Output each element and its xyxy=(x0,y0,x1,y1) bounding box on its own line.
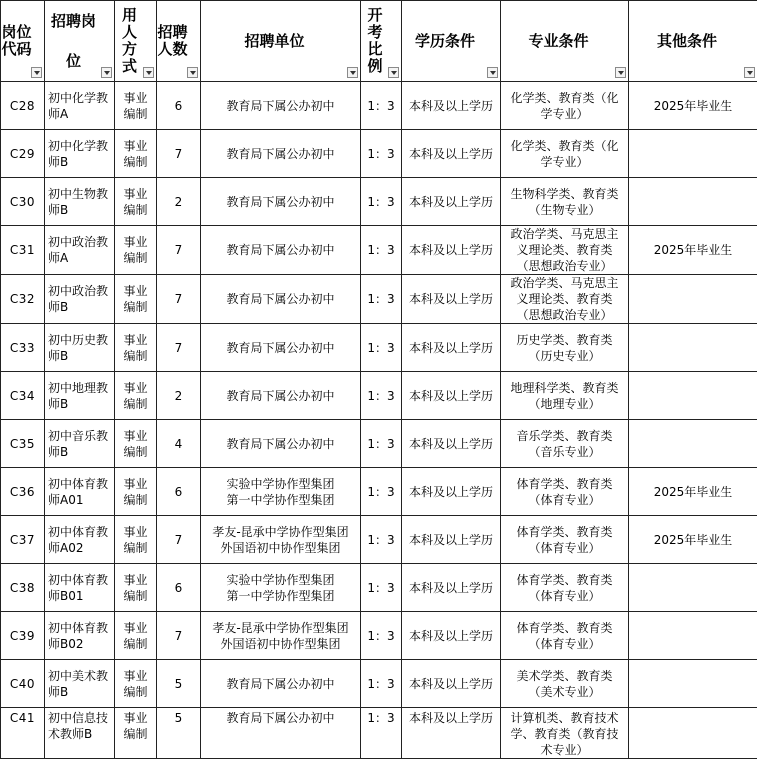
cell-other[interactable]: 2025年毕业生 xyxy=(629,226,757,275)
cell-unit[interactable]: 教育局下属公办初中 xyxy=(201,226,361,275)
filter-dropdown-icon[interactable] xyxy=(615,67,626,78)
cell-edu[interactable]: 本科及以上学历 xyxy=(402,420,501,468)
cell-code[interactable]: C37 xyxy=(1,516,45,564)
cell-employ[interactable]: 事业 编制 xyxy=(115,82,157,130)
cell-employ[interactable]: 事业 编制 xyxy=(115,708,157,759)
cell-major[interactable]: 体育学类、教育类 （体育专业） xyxy=(501,564,629,612)
table-row[interactable] xyxy=(1,275,757,324)
cell-major[interactable]: 体育学类、教育类 （体育专业） xyxy=(501,468,629,516)
cell-employ[interactable]: 事业 编制 xyxy=(115,660,157,708)
cell-employ[interactable]: 事业 编制 xyxy=(115,516,157,564)
cell-post[interactable]: 初中化学教 师A xyxy=(45,82,115,130)
table-row[interactable] xyxy=(1,420,757,468)
cell-code[interactable]: C40 xyxy=(1,660,45,708)
cell-ratio[interactable]: 1：3 xyxy=(361,324,402,372)
cell-edu[interactable]: 本科及以上学历 xyxy=(402,516,501,564)
cell-post[interactable]: 初中体育教 师A01 xyxy=(45,468,115,516)
header-unit: 招聘单位 xyxy=(201,1,361,82)
table-row[interactable] xyxy=(1,178,757,226)
cell-unit[interactable]: 教育局下属公办初中 xyxy=(201,372,361,420)
cell-ratio[interactable]: 1：3 xyxy=(361,468,402,516)
cell-count[interactable]: 6 xyxy=(157,468,201,516)
cell-employ[interactable]: 事业 编制 xyxy=(115,468,157,516)
cell-employ[interactable]: 事业 编制 xyxy=(115,130,157,178)
cell-other[interactable] xyxy=(629,275,757,324)
cell-other[interactable] xyxy=(629,708,757,759)
filter-dropdown-icon[interactable] xyxy=(143,67,154,78)
cell-major[interactable]: 政治学类、马克思主 义理论类、教育类 （思想政治专业） xyxy=(501,275,629,324)
cell-edu[interactable]: 本科及以上学历 xyxy=(402,564,501,612)
cell-other[interactable] xyxy=(629,420,757,468)
cell-other[interactable] xyxy=(629,178,757,226)
cell-employ[interactable]: 事业 编制 xyxy=(115,178,157,226)
cell-other[interactable] xyxy=(629,324,757,372)
cell-ratio[interactable]: 1：3 xyxy=(361,82,402,130)
cell-code[interactable]: C29 xyxy=(1,130,45,178)
cell-code[interactable]: C32 xyxy=(1,275,45,324)
header-code: 岗位 代码 xyxy=(1,1,45,82)
cell-edu[interactable]: 本科及以上学历 xyxy=(402,660,501,708)
table-row[interactable] xyxy=(1,468,757,516)
cell-code[interactable]: C36 xyxy=(1,468,45,516)
header-edu: 学历条件 xyxy=(402,1,501,82)
cell-other[interactable] xyxy=(629,612,757,660)
cell-code[interactable]: C31 xyxy=(1,226,45,275)
cell-post[interactable]: 初中化学教 师B xyxy=(45,130,115,178)
cell-major[interactable]: 音乐学类、教育类 （音乐专业） xyxy=(501,420,629,468)
cell-edu[interactable]: 本科及以上学历 xyxy=(402,178,501,226)
cell-ratio[interactable]: 1：3 xyxy=(361,660,402,708)
cell-employ[interactable]: 事业 编制 xyxy=(115,612,157,660)
table-row[interactable] xyxy=(1,372,757,420)
cell-edu[interactable]: 本科及以上学历 xyxy=(402,226,501,275)
cell-unit[interactable]: 教育局下属公办初中 xyxy=(201,420,361,468)
cell-major[interactable]: 历史学类、教育类 （历史专业） xyxy=(501,324,629,372)
cell-post[interactable]: 初中生物教 师B xyxy=(45,178,115,226)
cell-code[interactable]: C28 xyxy=(1,82,45,130)
filter-dropdown-icon[interactable] xyxy=(31,67,42,78)
cell-post[interactable]: 初中信息技 术教师B xyxy=(45,708,115,759)
cell-employ[interactable]: 事业 编制 xyxy=(115,564,157,612)
table-row[interactable] xyxy=(1,708,757,759)
cell-edu[interactable]: 本科及以上学历 xyxy=(402,275,501,324)
cell-ratio[interactable]: 1：3 xyxy=(361,708,402,759)
cell-major[interactable]: 生物科学类、教育类 （生物专业） xyxy=(501,178,629,226)
cell-unit[interactable]: 教育局下属公办初中 xyxy=(201,178,361,226)
cell-major[interactable]: 计算机类、教育技术 学、教育类（教育技 术专业） xyxy=(501,708,629,759)
cell-code[interactable]: C33 xyxy=(1,324,45,372)
table-row[interactable] xyxy=(1,130,757,178)
cell-other[interactable]: 2025年毕业生 xyxy=(629,516,757,564)
cell-post[interactable]: 初中历史教 师B xyxy=(45,324,115,372)
cell-major[interactable]: 化学类、教育类（化 学专业） xyxy=(501,130,629,178)
filter-dropdown-icon[interactable] xyxy=(487,67,498,78)
cell-edu[interactable]: 本科及以上学历 xyxy=(402,372,501,420)
cell-ratio[interactable]: 1：3 xyxy=(361,372,402,420)
cell-other[interactable]: 2025年毕业生 xyxy=(629,468,757,516)
cell-major[interactable]: 化学类、教育类（化 学专业） xyxy=(501,82,629,130)
cell-major[interactable]: 政治学类、马克思主 义理论类、教育类 （思想政治专业） xyxy=(501,226,629,275)
cell-unit[interactable]: 教育局下属公办初中 xyxy=(201,82,361,130)
cell-unit[interactable]: 教育局下属公办初中 xyxy=(201,708,361,759)
cell-employ[interactable]: 事业 编制 xyxy=(115,275,157,324)
header-post: 招聘岗位 xyxy=(45,1,115,82)
header-row xyxy=(1,1,757,82)
cell-count[interactable]: 5 xyxy=(157,708,201,759)
table-row[interactable] xyxy=(1,612,757,660)
cell-ratio[interactable]: 1：3 xyxy=(361,516,402,564)
cell-code[interactable]: C35 xyxy=(1,420,45,468)
cell-edu[interactable]: 本科及以上学历 xyxy=(402,468,501,516)
cell-other[interactable] xyxy=(629,564,757,612)
cell-ratio[interactable]: 1：3 xyxy=(361,178,402,226)
cell-unit[interactable]: 孝友-昆承中学协作型集团 外国语初中协作型集团 xyxy=(201,516,361,564)
cell-count[interactable]: 6 xyxy=(157,564,201,612)
cell-edu[interactable]: 本科及以上学历 xyxy=(402,708,501,759)
cell-ratio[interactable]: 1：3 xyxy=(361,420,402,468)
table-row[interactable] xyxy=(1,82,757,130)
filter-dropdown-icon[interactable] xyxy=(388,67,399,78)
cell-unit[interactable]: 教育局下属公办初中 xyxy=(201,275,361,324)
filter-dropdown-icon[interactable] xyxy=(744,67,755,78)
table-row[interactable] xyxy=(1,516,757,564)
filter-dropdown-icon[interactable] xyxy=(101,67,112,78)
header-ratio: 开考 比例 xyxy=(361,1,402,82)
cell-unit[interactable]: 教育局下属公办初中 xyxy=(201,130,361,178)
cell-post[interactable]: 初中体育教 师B01 xyxy=(45,564,115,612)
cell-count[interactable]: 2 xyxy=(157,372,201,420)
cell-code[interactable]: C30 xyxy=(1,178,45,226)
cell-major[interactable]: 美术学类、教育类 （美术专业） xyxy=(501,660,629,708)
cell-count[interactable]: 6 xyxy=(157,82,201,130)
cell-unit[interactable]: 实验中学协作型集团 第一中学协作型集团 xyxy=(201,468,361,516)
cell-major[interactable]: 体育学类、教育类 （体育专业） xyxy=(501,612,629,660)
cell-other[interactable] xyxy=(629,660,757,708)
cell-edu[interactable]: 本科及以上学历 xyxy=(402,130,501,178)
table-row[interactable] xyxy=(1,660,757,708)
cell-code[interactable]: C34 xyxy=(1,372,45,420)
cell-code[interactable]: C41 xyxy=(1,708,45,759)
cell-major[interactable]: 地理科学类、教育类 （地理专业） xyxy=(501,372,629,420)
filter-dropdown-icon[interactable] xyxy=(187,67,198,78)
cell-count[interactable]: 7 xyxy=(157,516,201,564)
table-row[interactable] xyxy=(1,564,757,612)
header-other: 其他条件 xyxy=(629,1,757,82)
cell-employ[interactable]: 事业 编制 xyxy=(115,226,157,275)
cell-employ[interactable]: 事业 编制 xyxy=(115,324,157,372)
cell-other[interactable] xyxy=(629,372,757,420)
cell-code[interactable]: C38 xyxy=(1,564,45,612)
cell-edu[interactable]: 本科及以上学历 xyxy=(402,324,501,372)
cell-edu[interactable]: 本科及以上学历 xyxy=(402,612,501,660)
cell-unit[interactable]: 实验中学协作型集团 第一中学协作型集团 xyxy=(201,564,361,612)
cell-post[interactable]: 初中政治教 师B xyxy=(45,275,115,324)
cell-count[interactable]: 2 xyxy=(157,178,201,226)
table-row[interactable] xyxy=(1,324,757,372)
header-count: 招聘 人数 xyxy=(157,1,201,82)
cell-post[interactable]: 初中体育教 师B02 xyxy=(45,612,115,660)
cell-edu[interactable]: 本科及以上学历 xyxy=(402,82,501,130)
cell-count[interactable]: 7 xyxy=(157,275,201,324)
table-row[interactable] xyxy=(1,226,757,275)
cell-count[interactable]: 7 xyxy=(157,612,201,660)
cell-major[interactable]: 体育学类、教育类 （体育专业） xyxy=(501,516,629,564)
cell-code[interactable]: C39 xyxy=(1,612,45,660)
table-body xyxy=(1,82,757,759)
cell-ratio[interactable]: 1：3 xyxy=(361,612,402,660)
cell-employ[interactable]: 事业 编制 xyxy=(115,420,157,468)
cell-post[interactable]: 初中体育教 师A02 xyxy=(45,516,115,564)
cell-count[interactable]: 5 xyxy=(157,660,201,708)
cell-post[interactable]: 初中音乐教 师B xyxy=(45,420,115,468)
cell-ratio[interactable]: 1：3 xyxy=(361,564,402,612)
cell-other[interactable]: 2025年毕业生 xyxy=(629,82,757,130)
cell-ratio[interactable]: 1：3 xyxy=(361,130,402,178)
cell-post[interactable]: 初中地理教 师B xyxy=(45,372,115,420)
cell-ratio[interactable]: 1：3 xyxy=(361,275,402,324)
cell-other[interactable] xyxy=(629,130,757,178)
cell-post[interactable]: 初中美术教 师B xyxy=(45,660,115,708)
cell-unit[interactable]: 孝友-昆承中学协作型集团 外国语初中协作型集团 xyxy=(201,612,361,660)
cell-ratio[interactable]: 1：3 xyxy=(361,226,402,275)
cell-unit[interactable]: 教育局下属公办初中 xyxy=(201,660,361,708)
cell-count[interactable]: 4 xyxy=(157,420,201,468)
cell-unit[interactable]: 教育局下属公办初中 xyxy=(201,324,361,372)
filter-dropdown-icon[interactable] xyxy=(347,67,358,78)
cell-count[interactable]: 7 xyxy=(157,226,201,275)
header-major: 专业条件 xyxy=(501,1,629,82)
header-employ: 用人 方式 xyxy=(115,1,157,82)
cell-count[interactable]: 7 xyxy=(157,130,201,178)
cell-count[interactable]: 7 xyxy=(157,324,201,372)
cell-employ[interactable]: 事业 编制 xyxy=(115,372,157,420)
cell-post[interactable]: 初中政治教 师A xyxy=(45,226,115,275)
